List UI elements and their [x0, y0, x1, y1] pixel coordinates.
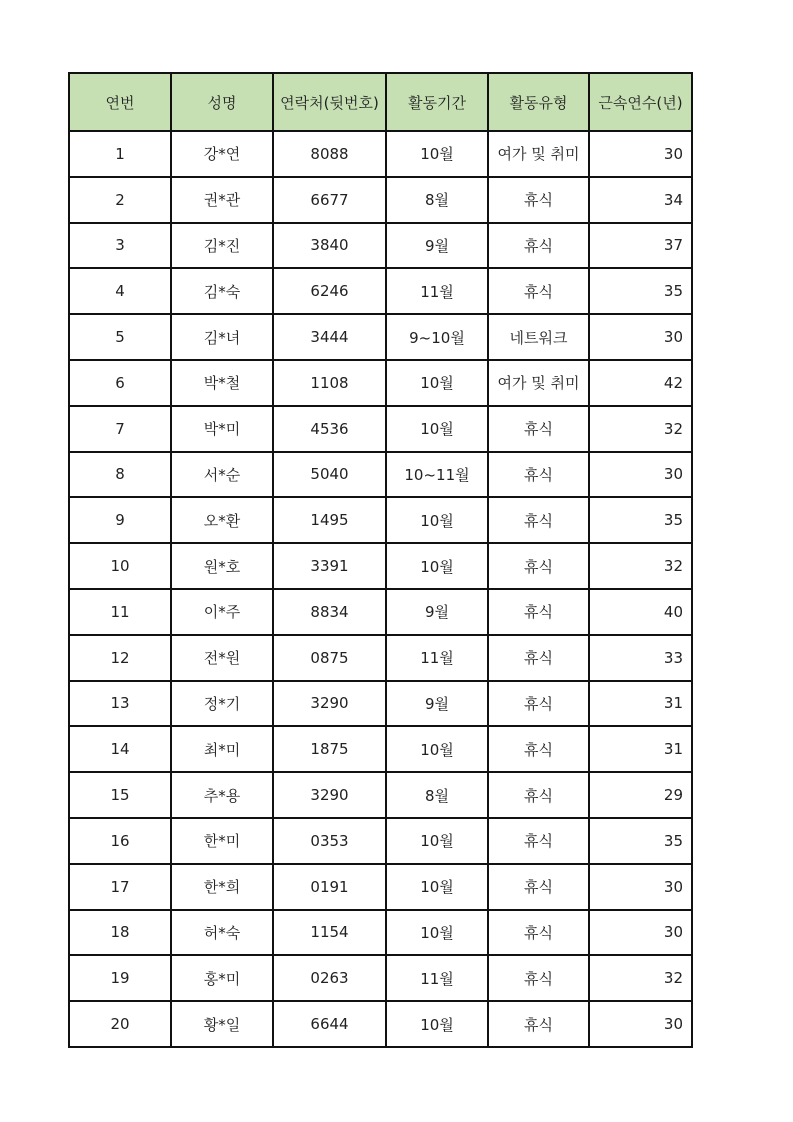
- cell-name: 오*환: [171, 497, 273, 543]
- cell-period: 9~10월: [386, 314, 488, 360]
- cell-period: 10월: [386, 864, 488, 910]
- cell-contact: 3290: [273, 772, 386, 818]
- cell-years: 30: [589, 864, 692, 910]
- table-row: [69, 360, 692, 406]
- table-row: [69, 406, 692, 452]
- table-row: [69, 818, 692, 864]
- cell-years: 30: [589, 910, 692, 956]
- table-row: [69, 452, 692, 498]
- cell-name: 황*일: [171, 1001, 273, 1047]
- cell-period: 10월: [386, 131, 488, 177]
- cell-name: 권*관: [171, 177, 273, 223]
- cell-type: 휴식: [488, 818, 589, 864]
- cell-years: 35: [589, 268, 692, 314]
- cell-years: 34: [589, 177, 692, 223]
- cell-contact: 0263: [273, 955, 386, 1001]
- table-row: [69, 589, 692, 635]
- table-row: [69, 1001, 692, 1047]
- cell-type: 휴식: [488, 406, 589, 452]
- cell-type: 휴식: [488, 1001, 589, 1047]
- cell-name: 전*원: [171, 635, 273, 681]
- table-row: [69, 497, 692, 543]
- cell-number: 11: [69, 589, 171, 635]
- cell-years: 40: [589, 589, 692, 635]
- cell-name: 박*미: [171, 406, 273, 452]
- member-table: [68, 72, 693, 1048]
- cell-years: 35: [589, 818, 692, 864]
- table-row: [69, 314, 692, 360]
- cell-type: 휴식: [488, 726, 589, 772]
- cell-name: 김*진: [171, 223, 273, 269]
- cell-contact: 5040: [273, 452, 386, 498]
- header-years: 근속연수(년): [589, 73, 692, 131]
- cell-period: 8월: [386, 772, 488, 818]
- cell-contact: 1108: [273, 360, 386, 406]
- cell-contact: 0353: [273, 818, 386, 864]
- cell-type: 휴식: [488, 497, 589, 543]
- cell-period: 9월: [386, 589, 488, 635]
- cell-type: 네트워크: [488, 314, 589, 360]
- cell-number: 15: [69, 772, 171, 818]
- cell-type: 여가 및 취미: [488, 131, 589, 177]
- cell-contact: 6246: [273, 268, 386, 314]
- header-period: 활동기간: [386, 73, 488, 131]
- cell-type: 휴식: [488, 635, 589, 681]
- cell-number: 12: [69, 635, 171, 681]
- cell-period: 10월: [386, 543, 488, 589]
- header-contact: 연락처(뒷번호): [273, 73, 386, 131]
- cell-number: 19: [69, 955, 171, 1001]
- cell-years: 32: [589, 955, 692, 1001]
- cell-period: 10월: [386, 1001, 488, 1047]
- cell-period: 10월: [386, 726, 488, 772]
- cell-type: 휴식: [488, 589, 589, 635]
- cell-period: 9월: [386, 681, 488, 727]
- cell-years: 30: [589, 131, 692, 177]
- cell-contact: 0875: [273, 635, 386, 681]
- cell-type: 휴식: [488, 864, 589, 910]
- cell-number: 3: [69, 223, 171, 269]
- cell-number: 20: [69, 1001, 171, 1047]
- table-row: [69, 177, 692, 223]
- cell-type: 여가 및 취미: [488, 360, 589, 406]
- cell-contact: 3444: [273, 314, 386, 360]
- cell-period: 10~11월: [386, 452, 488, 498]
- cell-name: 한*희: [171, 864, 273, 910]
- table-row: [69, 864, 692, 910]
- cell-number: 7: [69, 406, 171, 452]
- cell-period: 8월: [386, 177, 488, 223]
- cell-contact: 3840: [273, 223, 386, 269]
- cell-contact: 4536: [273, 406, 386, 452]
- cell-contact: 0191: [273, 864, 386, 910]
- table-row: [69, 681, 692, 727]
- cell-period: 11월: [386, 268, 488, 314]
- cell-number: 13: [69, 681, 171, 727]
- cell-contact: 8834: [273, 589, 386, 635]
- cell-number: 5: [69, 314, 171, 360]
- cell-name: 한*미: [171, 818, 273, 864]
- table-row: [69, 635, 692, 681]
- cell-name: 김*숙: [171, 268, 273, 314]
- cell-type: 휴식: [488, 955, 589, 1001]
- table-row: [69, 223, 692, 269]
- cell-number: 14: [69, 726, 171, 772]
- cell-years: 42: [589, 360, 692, 406]
- cell-type: 휴식: [488, 910, 589, 956]
- table-row: [69, 772, 692, 818]
- cell-period: 9월: [386, 223, 488, 269]
- cell-name: 추*용: [171, 772, 273, 818]
- cell-name: 김*녀: [171, 314, 273, 360]
- cell-contact: 1154: [273, 910, 386, 956]
- cell-name: 서*순: [171, 452, 273, 498]
- cell-number: 9: [69, 497, 171, 543]
- header-name: 성명: [171, 73, 273, 131]
- cell-period: 10월: [386, 818, 488, 864]
- cell-contact: 3391: [273, 543, 386, 589]
- header-row: [69, 73, 692, 131]
- cell-type: 휴식: [488, 543, 589, 589]
- cell-number: 16: [69, 818, 171, 864]
- cell-type: 휴식: [488, 177, 589, 223]
- cell-contact: 8088: [273, 131, 386, 177]
- cell-type: 휴식: [488, 223, 589, 269]
- cell-name: 최*미: [171, 726, 273, 772]
- cell-contact: 3290: [273, 681, 386, 727]
- cell-contact: 6677: [273, 177, 386, 223]
- cell-years: 37: [589, 223, 692, 269]
- cell-name: 박*철: [171, 360, 273, 406]
- cell-name: 이*주: [171, 589, 273, 635]
- cell-years: 31: [589, 726, 692, 772]
- cell-number: 2: [69, 177, 171, 223]
- cell-period: 10월: [386, 497, 488, 543]
- cell-years: 31: [589, 681, 692, 727]
- cell-contact: 1875: [273, 726, 386, 772]
- cell-type: 휴식: [488, 452, 589, 498]
- cell-years: 32: [589, 406, 692, 452]
- cell-type: 휴식: [488, 772, 589, 818]
- table-row: [69, 910, 692, 956]
- cell-number: 4: [69, 268, 171, 314]
- table-row: [69, 726, 692, 772]
- header-type: 활동유형: [488, 73, 589, 131]
- cell-period: 10월: [386, 910, 488, 956]
- cell-years: 30: [589, 452, 692, 498]
- table-row: [69, 268, 692, 314]
- cell-years: 30: [589, 1001, 692, 1047]
- cell-type: 휴식: [488, 681, 589, 727]
- cell-years: 32: [589, 543, 692, 589]
- cell-name: 홍*미: [171, 955, 273, 1001]
- cell-period: 10월: [386, 360, 488, 406]
- cell-number: 1: [69, 131, 171, 177]
- cell-contact: 6644: [273, 1001, 386, 1047]
- cell-number: 17: [69, 864, 171, 910]
- header-number: 연번: [69, 73, 171, 131]
- cell-period: 10월: [386, 406, 488, 452]
- cell-type: 휴식: [488, 268, 589, 314]
- cell-years: 30: [589, 314, 692, 360]
- cell-name: 허*숙: [171, 910, 273, 956]
- cell-name: 원*호: [171, 543, 273, 589]
- cell-name: 정*기: [171, 681, 273, 727]
- table-row: [69, 955, 692, 1001]
- cell-number: 10: [69, 543, 171, 589]
- table-row: [69, 131, 692, 177]
- cell-number: 18: [69, 910, 171, 956]
- cell-name: 강*연: [171, 131, 273, 177]
- cell-number: 8: [69, 452, 171, 498]
- cell-period: 11월: [386, 955, 488, 1001]
- cell-period: 11월: [386, 635, 488, 681]
- cell-number: 6: [69, 360, 171, 406]
- cell-years: 35: [589, 497, 692, 543]
- cell-years: 29: [589, 772, 692, 818]
- cell-contact: 1495: [273, 497, 386, 543]
- table-row: [69, 543, 692, 589]
- cell-years: 33: [589, 635, 692, 681]
